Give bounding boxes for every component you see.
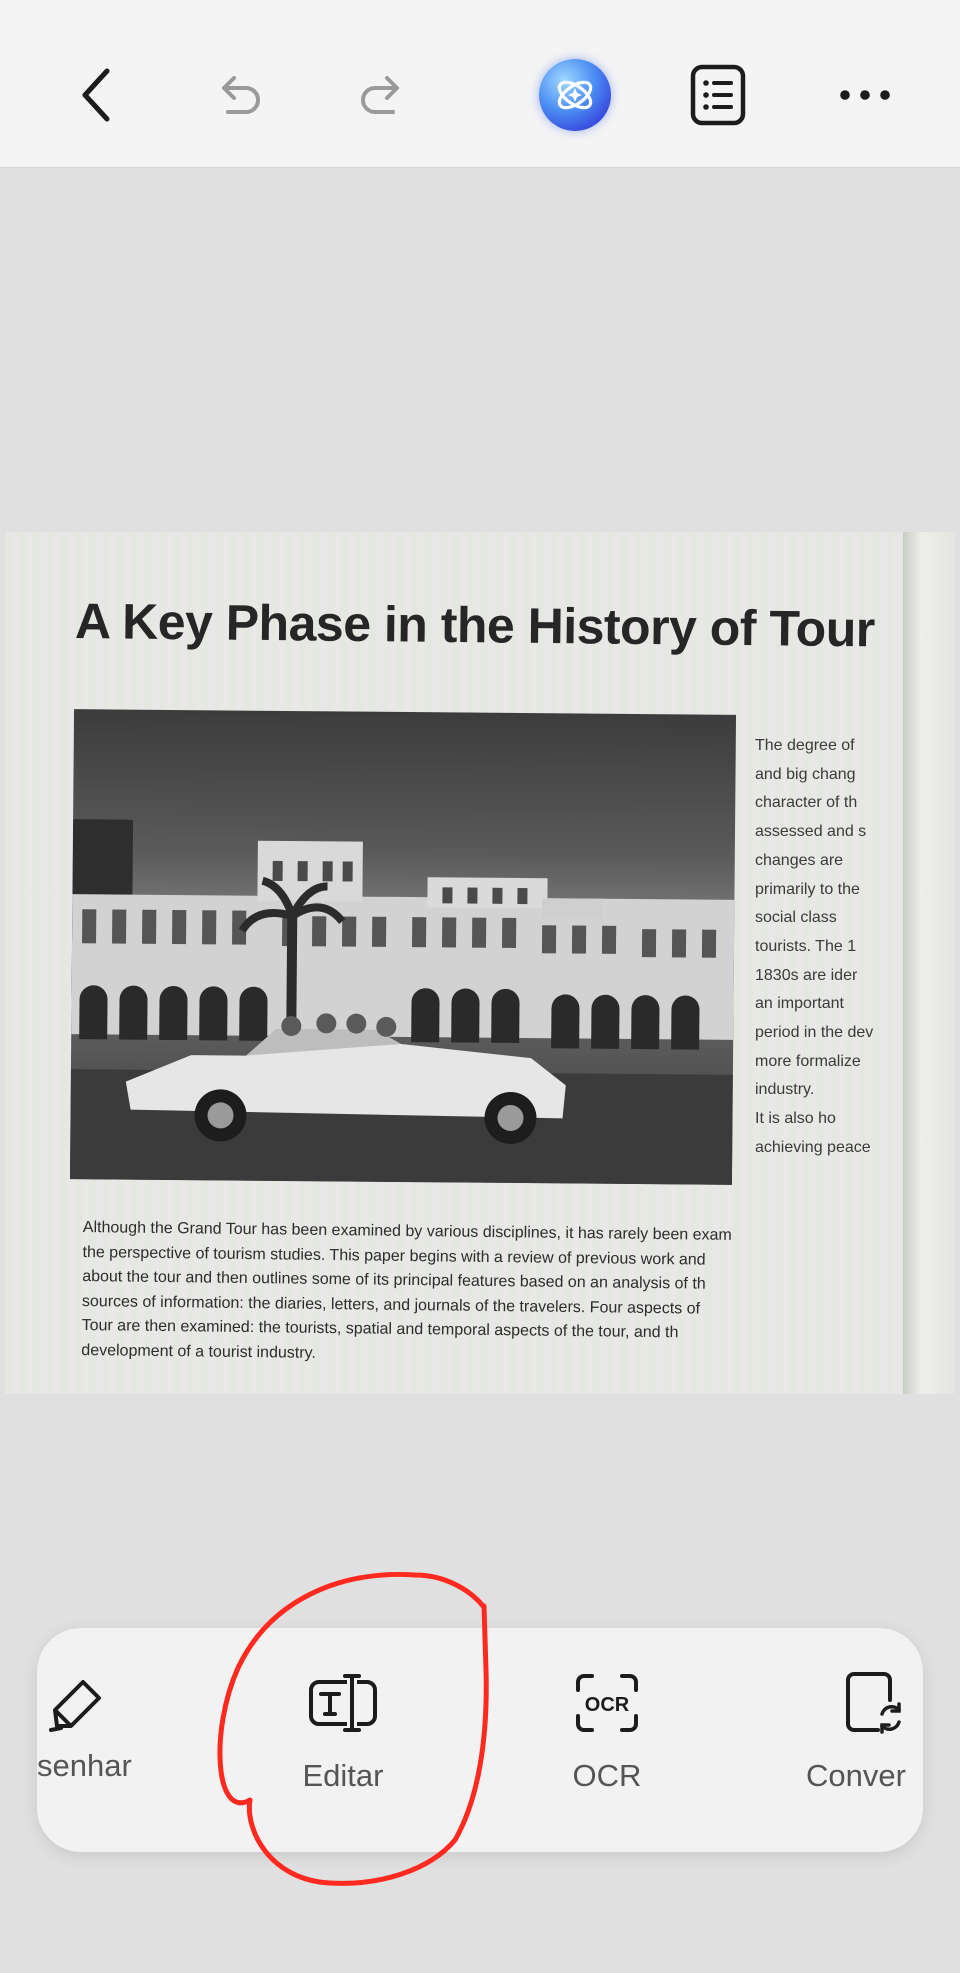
undo-button[interactable]	[193, 50, 283, 140]
pen-draw-icon	[47, 1670, 107, 1736]
body-text-line: Although the Grand Tour has been examined by various disciplines, it has rarely been exam	[82, 1218, 732, 1244]
document-title: A Key Phase in the History of Tour	[74, 593, 876, 658]
ai-assistant-icon	[539, 59, 611, 131]
tool-edit[interactable]	[243, 1628, 443, 1852]
undo-icon	[212, 70, 264, 120]
body-text-line: the perspective of tourism studies. This paper begins with a review of previous work and	[82, 1243, 706, 1269]
document-side-column	[755, 732, 900, 1163]
more-horizontal-icon	[838, 88, 892, 102]
ai-assistant-button[interactable]	[530, 50, 620, 140]
outline-list-button[interactable]	[673, 50, 763, 140]
tool-ocr[interactable]	[507, 1628, 707, 1852]
side-text-line: achieving peace	[755, 1138, 871, 1156]
side-text-line: more formalize	[755, 1052, 861, 1070]
tool-draw[interactable]	[37, 1628, 227, 1852]
more-options-button[interactable]	[820, 50, 910, 140]
side-text-line: an important	[755, 995, 844, 1013]
side-text-line: period in the dev	[755, 1024, 874, 1042]
convert-file-icon	[842, 1670, 902, 1736]
side-text-line: industry.	[755, 1081, 815, 1099]
side-text-line: and big chang	[755, 765, 856, 783]
body-text-line: sources of information: the diaries, letters, and journals of the travelers. Four aspects of	[81, 1292, 701, 1318]
redo-icon	[357, 70, 409, 120]
redo-button[interactable]	[338, 50, 428, 140]
body-text-line: development of a tourist industry.	[81, 1341, 316, 1362]
body-text-line: about the tour and then outlines some of its principal features based on an analysis of th	[82, 1267, 706, 1293]
side-text-line: assessed and s	[755, 823, 867, 841]
side-text-line: character of th	[755, 794, 858, 812]
body-text-line: Tour are then examined: the tourists, spatial and temporal aspects of the tour, and th	[81, 1316, 679, 1342]
side-text-line: The degree of	[755, 737, 855, 754]
side-text-line: 1830s are ider	[755, 966, 858, 984]
chevron-left-icon	[75, 65, 119, 125]
tool-ocr-label: OCR	[572, 1758, 642, 1793]
document-page	[5, 532, 955, 1394]
tool-draw-label: senhar	[37, 1748, 132, 1783]
ocr-scan-icon	[574, 1670, 640, 1736]
list-icon	[690, 64, 746, 126]
side-text-line: social class	[755, 909, 837, 927]
tool-panel	[37, 1628, 923, 1852]
document-body	[81, 1216, 913, 1373]
svg-text:OCR: OCR	[584, 1694, 630, 1716]
side-text-line: tourists. The 1	[755, 937, 857, 955]
side-text-line: changes are	[755, 851, 844, 869]
side-text-line: primarily to the	[755, 880, 860, 898]
top-toolbar	[0, 0, 960, 168]
tool-edit-label: Editar	[302, 1758, 384, 1793]
document-photo	[70, 709, 736, 1185]
edit-text-icon	[307, 1670, 379, 1736]
tool-convert-label: Conver	[806, 1758, 906, 1793]
back-button[interactable]	[52, 50, 142, 140]
tool-convert[interactable]	[797, 1628, 923, 1852]
side-text-line: It is also ho	[755, 1110, 836, 1128]
